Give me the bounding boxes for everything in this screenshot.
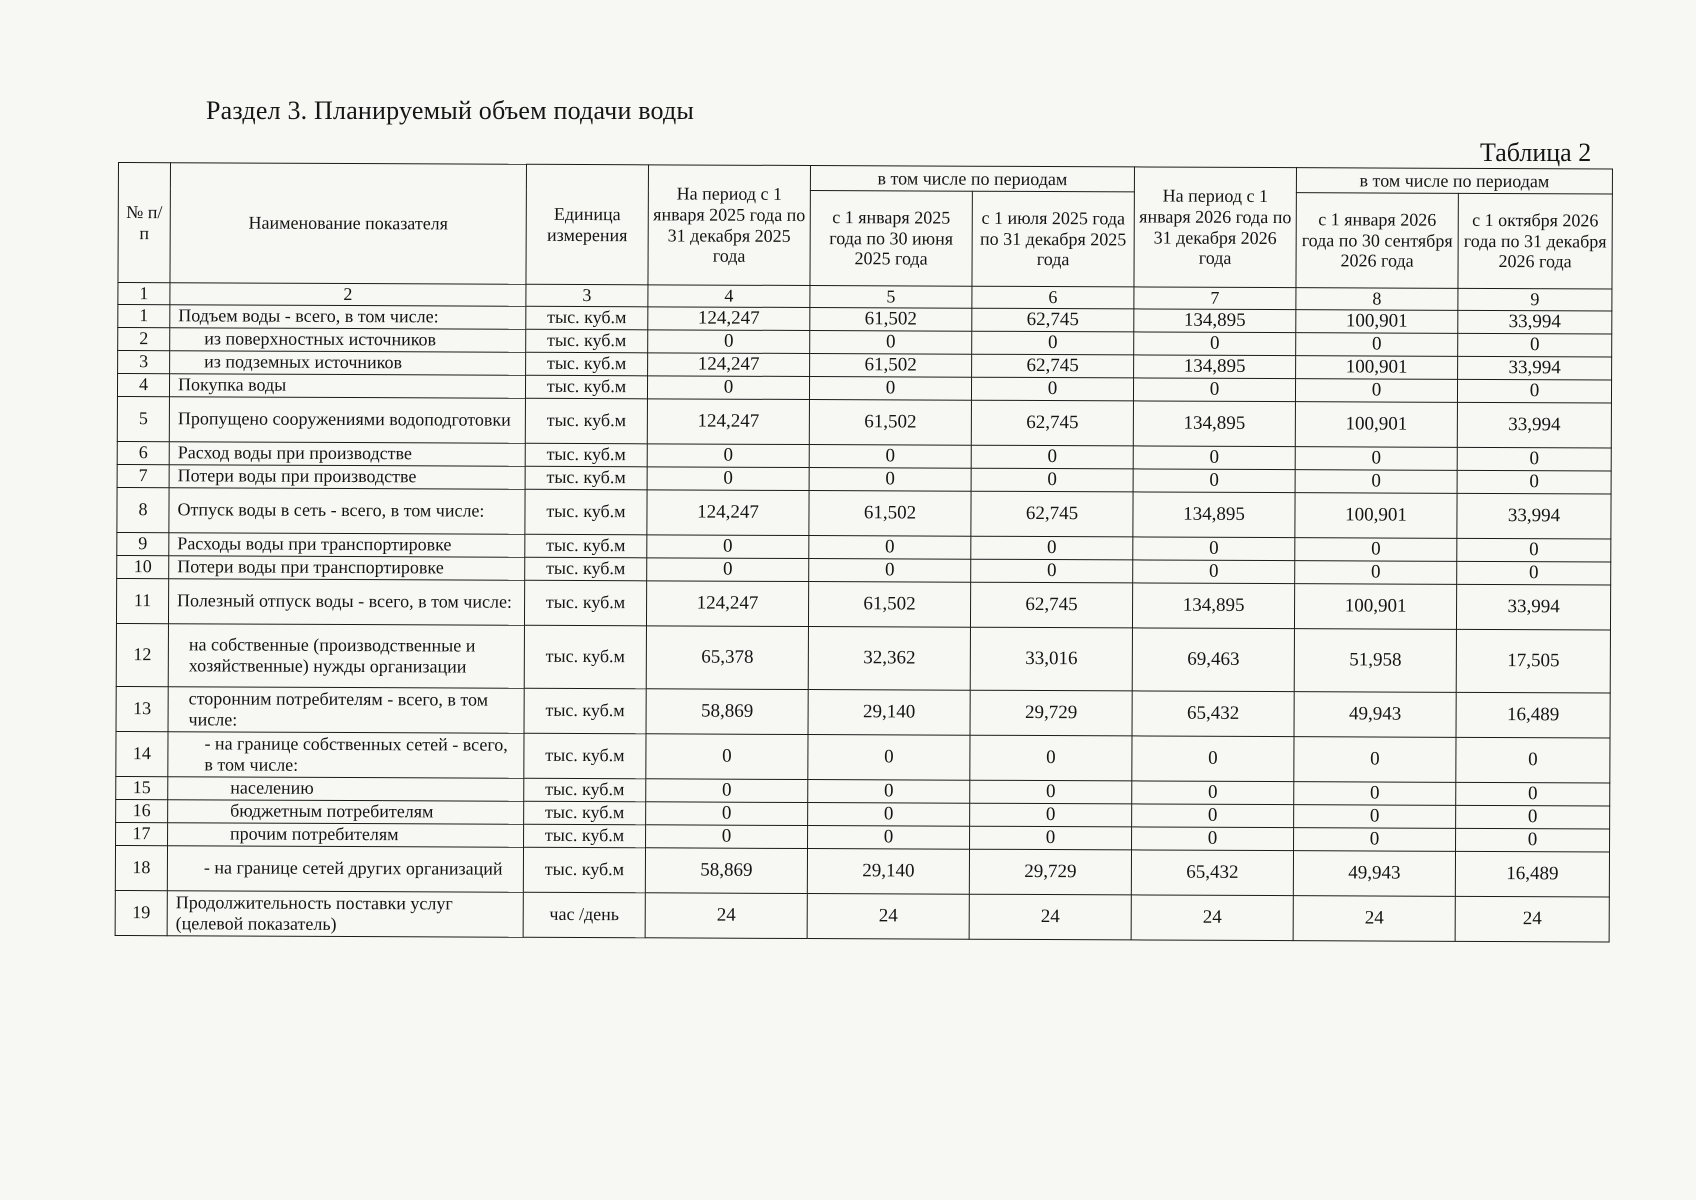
value-cell: 24 bbox=[1131, 895, 1293, 941]
value-cell: 65,432 bbox=[1131, 850, 1293, 896]
value-cell: 0 bbox=[1295, 378, 1457, 402]
unit-cell: тыс. куб.м bbox=[525, 443, 647, 467]
value-cell: 62,745 bbox=[971, 491, 1133, 537]
value-cell: 0 bbox=[646, 733, 808, 779]
row-number-cell: 16 bbox=[116, 799, 168, 822]
header-name: Наименование показателя bbox=[170, 163, 527, 285]
value-cell: 0 bbox=[809, 467, 971, 491]
table-row bbox=[116, 623, 1610, 693]
value-cell: 0 bbox=[646, 824, 808, 848]
unit-cell: тыс. куб.м bbox=[525, 375, 647, 399]
value-cell: 0 bbox=[809, 535, 971, 559]
header-2025-h1: с 1 января 2025 года по 30 июня 2025 года bbox=[810, 191, 972, 287]
value-cell: 0 bbox=[1294, 781, 1456, 805]
value-cell: 29,729 bbox=[969, 849, 1131, 895]
row-number-cell: 8 bbox=[117, 487, 169, 532]
row-number-cell: 5 bbox=[117, 396, 169, 441]
indicator-name-cell: Отпуск воды в сеть - всего, в том числе: bbox=[169, 487, 525, 534]
unit-cell: тыс. куб.м bbox=[524, 688, 646, 734]
col-number: 1 bbox=[118, 283, 170, 305]
value-cell: 134,895 bbox=[1133, 401, 1295, 447]
indicator-name-cell: прочим потребителям bbox=[168, 822, 524, 847]
header-unit: Единица измерения bbox=[526, 164, 649, 285]
header-including-2025: в том числе по периодам bbox=[810, 166, 1134, 192]
row-number-cell: 4 bbox=[117, 373, 169, 396]
header-period-2026: На период с 1 января 2026 года по 31 декабря 2026 года bbox=[1134, 167, 1297, 288]
indicator-name-cell: Полезный отпуск воды - всего, в том числе: bbox=[168, 578, 524, 625]
value-cell: 33,994 bbox=[1457, 493, 1611, 539]
value-cell: 61,502 bbox=[809, 490, 971, 536]
value-cell: 0 bbox=[1133, 469, 1295, 493]
table-row bbox=[116, 731, 1610, 783]
value-cell: 33,994 bbox=[1456, 584, 1610, 630]
indicator-name-cell: Подъем воды - всего, в том числе: bbox=[170, 304, 526, 329]
value-cell: 0 bbox=[1132, 781, 1294, 805]
value-cell: 0 bbox=[1294, 827, 1456, 851]
indicator-name-cell: Расход воды при производстве bbox=[169, 441, 525, 466]
header-num: № п/п bbox=[118, 163, 171, 283]
value-cell: 0 bbox=[970, 803, 1132, 827]
value-cell: 0 bbox=[1296, 332, 1458, 356]
value-cell: 0 bbox=[1456, 805, 1610, 829]
header-2026-q1q3: с 1 января 2026 года по 30 сентября 2026 года bbox=[1296, 193, 1458, 289]
unit-cell: тыс. куб.м bbox=[524, 580, 646, 626]
indicator-name-cell: Пропущено сооружениями водоподготовки bbox=[169, 396, 525, 443]
indicator-name-cell: - на границе сетей других организаций bbox=[167, 845, 523, 892]
value-cell: 24 bbox=[645, 892, 807, 938]
row-number-cell: 12 bbox=[116, 623, 168, 686]
value-cell: 0 bbox=[1457, 538, 1611, 562]
table-row bbox=[116, 578, 1610, 630]
row-number-cell: 13 bbox=[116, 686, 168, 731]
row-number-cell: 17 bbox=[116, 822, 168, 845]
value-cell: 0 bbox=[809, 376, 971, 400]
indicator-name-cell: на собственные (производственные и хозяйственные) нужды организации bbox=[168, 623, 524, 688]
col-number: 6 bbox=[972, 286, 1134, 308]
value-cell: 0 bbox=[1132, 736, 1294, 782]
value-cell: 51,958 bbox=[1294, 628, 1456, 692]
value-cell: 100,901 bbox=[1295, 492, 1457, 538]
unit-cell: тыс. куб.м bbox=[525, 466, 647, 490]
value-cell: 0 bbox=[648, 330, 810, 354]
value-cell: 0 bbox=[1457, 561, 1611, 585]
header-2026-q4: с 1 октября 2026 года по 31 декабря 2026 года bbox=[1458, 193, 1612, 289]
value-cell: 65,378 bbox=[646, 625, 808, 689]
value-cell: 24 bbox=[1455, 896, 1609, 942]
table-row bbox=[116, 686, 1610, 738]
value-cell: 61,502 bbox=[810, 307, 972, 331]
value-cell: 100,901 bbox=[1294, 583, 1456, 629]
section-title: Раздел 3. Планируемый объем подачи воды bbox=[206, 96, 695, 125]
value-cell: 0 bbox=[1458, 333, 1612, 357]
value-cell: 124,247 bbox=[647, 489, 809, 535]
value-cell: 0 bbox=[1295, 560, 1457, 584]
value-cell: 0 bbox=[808, 779, 970, 803]
indicator-name-cell: Покупка воды bbox=[169, 373, 525, 398]
header-period-2025: На период с 1 января 2025 года по 31 декабря 2025 года bbox=[648, 165, 811, 286]
value-cell: 29,729 bbox=[970, 690, 1132, 736]
indicator-name-cell: из поверхностных источников bbox=[170, 327, 526, 352]
unit-cell: тыс. куб.м bbox=[524, 733, 646, 779]
value-cell: 62,745 bbox=[971, 400, 1133, 446]
value-cell: 0 bbox=[809, 444, 971, 468]
value-cell: 0 bbox=[647, 466, 809, 490]
value-cell: 0 bbox=[809, 558, 971, 582]
col-number: 7 bbox=[1134, 287, 1296, 309]
indicator-name-cell: Потери воды при производстве bbox=[169, 464, 525, 489]
value-cell: 0 bbox=[646, 778, 808, 802]
table-row bbox=[117, 396, 1611, 448]
value-cell: 124,247 bbox=[646, 580, 808, 626]
value-cell: 0 bbox=[1132, 827, 1294, 851]
value-cell: 0 bbox=[808, 802, 970, 826]
unit-cell: тыс. куб.м bbox=[525, 489, 647, 535]
row-number-cell: 18 bbox=[115, 845, 167, 890]
unit-cell: тыс. куб.м bbox=[526, 329, 648, 353]
value-cell: 134,895 bbox=[1134, 355, 1296, 379]
value-cell: 33,994 bbox=[1458, 310, 1612, 334]
unit-cell: тыс. куб.м bbox=[525, 557, 647, 581]
value-cell: 16,489 bbox=[1456, 692, 1610, 738]
value-cell: 0 bbox=[970, 780, 1132, 804]
value-cell: 58,869 bbox=[646, 688, 808, 734]
value-cell: 0 bbox=[1456, 782, 1610, 806]
value-cell: 0 bbox=[1133, 537, 1295, 561]
table-row bbox=[115, 890, 1609, 942]
unit-cell: тыс. куб.м bbox=[526, 306, 648, 330]
table-container bbox=[115, 162, 1612, 942]
value-cell: 0 bbox=[647, 534, 809, 558]
value-cell: 124,247 bbox=[647, 399, 809, 445]
value-cell: 0 bbox=[810, 330, 972, 354]
value-cell: 0 bbox=[646, 801, 808, 825]
value-cell: 32,362 bbox=[808, 626, 970, 690]
value-cell: 0 bbox=[971, 536, 1133, 560]
row-number-cell: 1 bbox=[118, 304, 170, 327]
value-cell: 134,895 bbox=[1132, 583, 1294, 629]
value-cell: 0 bbox=[971, 445, 1133, 469]
value-cell: 0 bbox=[808, 825, 970, 849]
value-cell: 24 bbox=[1293, 895, 1455, 941]
col-number: 5 bbox=[810, 286, 972, 308]
value-cell: 0 bbox=[970, 826, 1132, 850]
row-number-cell: 11 bbox=[116, 578, 168, 623]
value-cell: 0 bbox=[971, 559, 1133, 583]
col-number: 3 bbox=[526, 284, 648, 306]
value-cell: 62,745 bbox=[972, 308, 1134, 332]
row-number-cell: 6 bbox=[117, 441, 169, 464]
value-cell: 124,247 bbox=[648, 353, 810, 377]
value-cell: 100,901 bbox=[1296, 309, 1458, 333]
col-number: 4 bbox=[648, 285, 810, 307]
indicator-name-cell: Продолжительность поставки услуг (целевой показатель) bbox=[167, 890, 523, 937]
col-number: 8 bbox=[1296, 288, 1458, 310]
indicator-name-cell: Потери воды при транспортировке bbox=[169, 555, 525, 580]
value-cell: 0 bbox=[1133, 446, 1295, 470]
value-cell: 0 bbox=[647, 557, 809, 581]
value-cell: 49,943 bbox=[1294, 691, 1456, 737]
unit-cell: тыс. куб.м bbox=[524, 778, 646, 802]
value-cell: 0 bbox=[1295, 469, 1457, 493]
value-cell: 33,994 bbox=[1457, 402, 1611, 448]
row-number-cell: 7 bbox=[117, 464, 169, 487]
value-cell: 62,745 bbox=[972, 354, 1134, 378]
value-cell: 0 bbox=[972, 331, 1134, 355]
indicator-name-cell: из подземных источников bbox=[170, 350, 526, 375]
value-cell: 65,432 bbox=[1132, 691, 1294, 737]
table-row bbox=[115, 845, 1609, 897]
value-cell: 69,463 bbox=[1132, 628, 1294, 692]
value-cell: 61,502 bbox=[810, 353, 972, 377]
value-cell: 58,869 bbox=[645, 847, 807, 893]
water-supply-table bbox=[115, 162, 1613, 942]
unit-cell: тыс. куб.м bbox=[524, 625, 646, 689]
value-cell: 0 bbox=[1295, 446, 1457, 470]
value-cell: 0 bbox=[1294, 736, 1456, 782]
row-number-cell: 3 bbox=[118, 350, 170, 373]
unit-cell: тыс. куб.м bbox=[525, 398, 647, 444]
indicator-name-cell: - на границе собственных сетей - всего, в том числе: bbox=[168, 731, 524, 778]
value-cell: 0 bbox=[1295, 537, 1457, 561]
value-cell: 0 bbox=[970, 735, 1132, 781]
indicator-name-cell: населению bbox=[168, 776, 524, 801]
value-cell: 61,502 bbox=[809, 399, 971, 445]
unit-cell: тыс. куб.м bbox=[526, 352, 648, 376]
value-cell: 100,901 bbox=[1295, 401, 1457, 447]
value-cell: 134,895 bbox=[1134, 309, 1296, 333]
value-cell: 0 bbox=[1294, 804, 1456, 828]
unit-cell: тыс. куб.м bbox=[524, 824, 646, 848]
value-cell: 62,745 bbox=[970, 582, 1132, 628]
value-cell: 29,140 bbox=[808, 689, 970, 735]
value-cell: 0 bbox=[647, 376, 809, 400]
value-cell: 0 bbox=[1133, 378, 1295, 402]
value-cell: 24 bbox=[807, 893, 969, 939]
value-cell: 17,505 bbox=[1456, 629, 1610, 693]
header-2025-h2: с 1 июля 2025 года по 31 декабря 2025 года bbox=[972, 191, 1134, 287]
value-cell: 16,489 bbox=[1455, 851, 1609, 897]
value-cell: 0 bbox=[1134, 332, 1296, 356]
value-cell: 0 bbox=[1132, 804, 1294, 828]
indicator-name-cell: сторонним потребителям - всего, в том числе: bbox=[168, 686, 524, 733]
value-cell: 134,895 bbox=[1133, 492, 1295, 538]
indicator-name-cell: бюджетным потребителям bbox=[168, 799, 524, 824]
value-cell: 29,140 bbox=[807, 848, 969, 894]
row-number-cell: 14 bbox=[116, 731, 168, 776]
unit-cell: час /день bbox=[523, 892, 645, 938]
value-cell: 0 bbox=[647, 443, 809, 467]
row-number-cell: 19 bbox=[115, 890, 167, 935]
col-number: 9 bbox=[1458, 288, 1612, 310]
indicator-name-cell: Расходы воды при транспортировке bbox=[169, 532, 525, 557]
row-number-cell: 9 bbox=[117, 532, 169, 555]
value-cell: 49,943 bbox=[1293, 850, 1455, 896]
value-cell: 0 bbox=[1457, 470, 1611, 494]
value-cell: 0 bbox=[1457, 379, 1611, 403]
value-cell: 24 bbox=[969, 894, 1131, 940]
unit-cell: тыс. куб.м bbox=[524, 801, 646, 825]
row-number-cell: 10 bbox=[117, 555, 169, 578]
value-cell: 0 bbox=[1133, 560, 1295, 584]
value-cell: 0 bbox=[1457, 447, 1611, 471]
unit-cell: тыс. куб.м bbox=[523, 847, 645, 893]
col-number: 2 bbox=[170, 283, 526, 306]
value-cell: 0 bbox=[971, 468, 1133, 492]
value-cell: 0 bbox=[1456, 737, 1610, 783]
value-cell: 124,247 bbox=[648, 307, 810, 331]
value-cell: 33,016 bbox=[970, 627, 1132, 691]
row-number-cell: 15 bbox=[116, 776, 168, 799]
table-row bbox=[117, 487, 1611, 539]
value-cell: 0 bbox=[808, 734, 970, 780]
value-cell: 0 bbox=[971, 377, 1133, 401]
value-cell: 100,901 bbox=[1296, 355, 1458, 379]
row-number-cell: 2 bbox=[118, 327, 170, 350]
unit-cell: тыс. куб.м bbox=[525, 534, 647, 558]
table-caption: Таблица 2 bbox=[1480, 138, 1592, 167]
value-cell: 0 bbox=[1456, 828, 1610, 852]
header-including-2026: в том числе по периодам bbox=[1296, 168, 1612, 194]
value-cell: 33,994 bbox=[1458, 356, 1612, 380]
value-cell: 61,502 bbox=[808, 581, 970, 627]
